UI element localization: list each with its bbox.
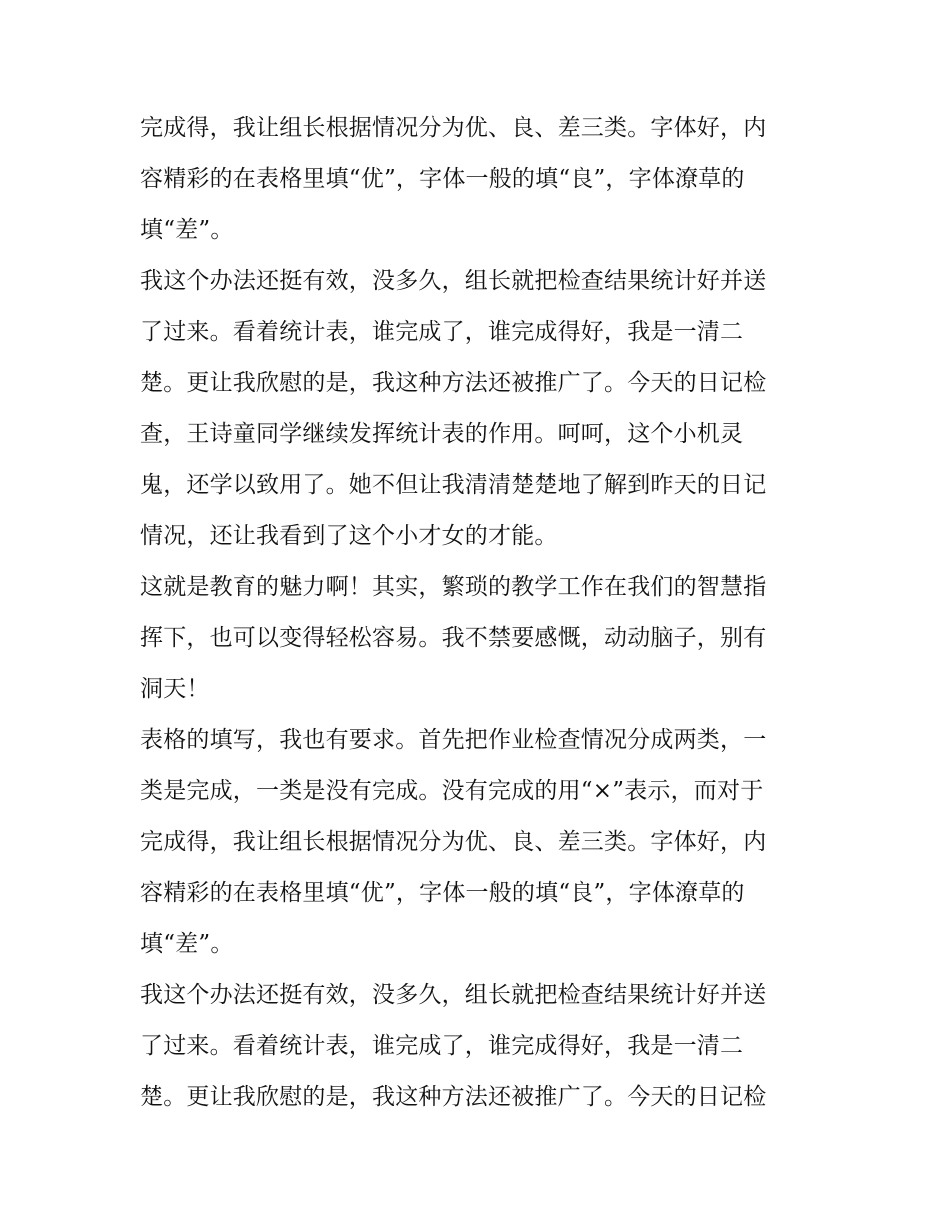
text-line: 查，王诗童同学继续发挥统计表的作用。呵呵，这个小机灵	[140, 421, 744, 447]
text-line: 容精彩的在表格里填“优”，字体一般的填“良”，字体潦草的	[140, 880, 745, 906]
text-line: 了过来。看着统计表，谁完成了，谁完成得好，我是一清二	[140, 1033, 744, 1059]
text-line: 洞天！	[140, 676, 210, 702]
text-line: 情况，还让我看到了这个小才女的才能。	[140, 523, 558, 549]
text-line: 楚。更让我欣慰的是，我这种方法还被推广了。今天的日记检	[140, 370, 767, 396]
text-line: 这就是教育的魅力啊！其实，繁琐的教学工作在我们的智慧指	[140, 574, 767, 600]
text-line: 表格的填写，我也有要求。首先把作业检查情况分成两类，一	[140, 727, 767, 753]
text-line: 我这个办法还挺有效，没多久，组长就把检查结果统计好并送	[140, 982, 767, 1008]
document-body	[140, 103, 820, 1123]
text-line: 填“差”。	[140, 931, 234, 957]
text-line: 完成得，我让组长根据情况分为优、良、差三类。字体好，内	[140, 829, 767, 855]
text-line: 了过来。看着统计表，谁完成了，谁完成得好，我是一清二	[140, 319, 744, 345]
text-line: 楚。更让我欣慰的是，我这种方法还被推广了。今天的日记检	[140, 1084, 767, 1110]
text-line: 填“差”。	[140, 217, 234, 243]
text-line: 挥下，也可以变得轻松容易。我不禁要感慨，动动脑子，别有	[140, 625, 767, 651]
text-line: 我这个办法还挺有效，没多久，组长就把检查结果统计好并送	[140, 268, 767, 294]
text-line: 鬼，还学以致用了。她不但让我清清楚楚地了解到昨天的日记	[140, 472, 767, 498]
text-line: 类是完成，一类是没有完成。没有完成的用“×”表示，而对于	[140, 778, 764, 804]
text-line: 容精彩的在表格里填“优”，字体一般的填“良”，字体潦草的	[140, 166, 745, 192]
text-line: 完成得，我让组长根据情况分为优、良、差三类。字体好，内	[140, 115, 767, 141]
